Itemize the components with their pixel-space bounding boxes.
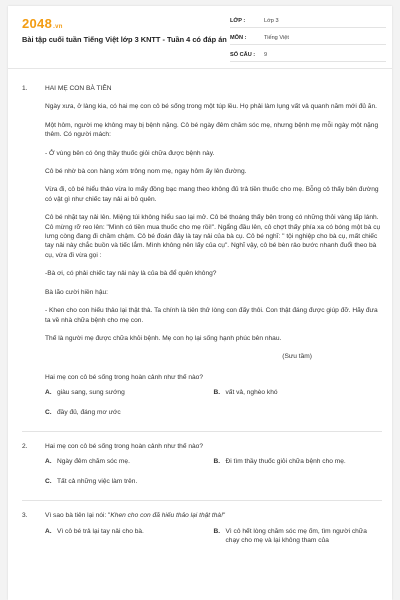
meta-value: Lớp 3	[264, 17, 279, 24]
meta-value: 9	[264, 51, 268, 58]
meta-row-question-count	[230, 48, 386, 62]
question-divider	[22, 431, 382, 432]
story-source: (Sưu tầm)	[282, 353, 312, 361]
question-2	[22, 442, 382, 496]
story-paragraph: Vừa đi, cô bé hiểu thảo vừa lo mấy đồng bạc mang theo không đủ trả tiền thuốc cho mẹ. Bỗng cô thấy bên đường có vật gì như chiếc tay nải ai bỏ quên.	[45, 186, 379, 203]
question-text: Hai mẹ con cô bé sống trong hoàn cảnh như thế nào?	[45, 442, 204, 450]
option-text: Vì cô bé trả lại tay nải cho bà.	[57, 527, 144, 535]
story-paragraph: - Khen cho con hiếu thảo lại thật thà. Ta chính là tiên thử lòng con đấy thôi. Con thật đáng được giúp đỡ. Hãy đưa ta về nhà chữa bệnh cho mẹ con.	[45, 307, 378, 324]
option-letter: C.	[45, 408, 52, 416]
answer-option-b[interactable]	[214, 457, 383, 466]
answer-options	[45, 527, 382, 556]
question-body	[45, 511, 382, 555]
option-letter: A.	[45, 389, 52, 397]
story-paragraph: Cô bé nhờ bà con hàng xóm trông nom mẹ, ngay hôm ấy lên đường.	[45, 168, 247, 176]
question-number: 3.	[22, 512, 28, 520]
story-title: HAI MẸ CON BÀ TIÊN	[45, 85, 112, 92]
document-title: Bài tập cuối tuần Tiếng Việt lớp 3 KNTT - Tuần 4 có đáp án	[22, 35, 227, 44]
question-divider	[22, 500, 382, 501]
answer-option-a[interactable]	[45, 527, 214, 546]
option-text: Ngày đêm chăm sóc mẹ.	[57, 458, 130, 466]
option-text: đầy đủ, đáng mơ ước	[57, 408, 121, 416]
question-1	[22, 84, 382, 427]
meta-row-subject	[230, 31, 386, 45]
option-letter: C.	[45, 477, 52, 485]
meta-label: MÔN :	[230, 34, 247, 41]
document-meta	[230, 14, 386, 62]
logo-main-text: 2048	[22, 16, 53, 31]
answer-option-b[interactable]	[214, 527, 383, 546]
logo-sub-text: .vn	[53, 24, 63, 30]
site-logo[interactable]	[22, 16, 63, 31]
story-paragraph: - Ở vùng bên có ông thầy thuốc giỏi chữa được bệnh này.	[45, 149, 215, 157]
option-letter: B.	[213, 458, 221, 466]
question-text	[45, 511, 382, 520]
option-text: Tất cả những việc làm trên.	[57, 477, 138, 485]
answer-option-b[interactable]	[214, 388, 383, 397]
question-body	[45, 84, 382, 427]
answer-option-c[interactable]	[45, 408, 214, 417]
story-paragraph: Một hôm, người mẹ không may bị bệnh nặng. Cô bé ngày đêm chăm sóc mẹ, nhưng bệnh mẹ mỗi ngày một nặng thêm. Có người mách:	[45, 121, 379, 139]
answer-options	[45, 457, 382, 496]
question-number: 2.	[22, 442, 28, 450]
answer-options	[45, 388, 382, 427]
document-header	[8, 6, 392, 69]
question-3	[22, 511, 382, 555]
option-letter: A.	[45, 527, 52, 535]
answer-option-a[interactable]	[45, 457, 214, 466]
meta-value: Tiếng Việt	[264, 34, 289, 41]
document-content	[22, 84, 382, 559]
story-paragraph: Ngày xưa, ở làng kia, có hai mẹ con cô bé sống trong một túp lều. Họ phải làm lụng vất vả quanh năm mới đủ ăn.	[45, 103, 377, 111]
question-text: Hai mẹ con cô bé sống trong hoàn cảnh như thế nào?	[45, 373, 204, 381]
story-paragraph: Thế là người mẹ được chữa khỏi bệnh. Mẹ con họ lại sống hạnh phúc bên nhau.	[45, 334, 282, 342]
question-tail: "	[222, 512, 226, 520]
option-letter: B.	[213, 389, 221, 397]
story-paragraph: -Bà ơi, có phải chiếc tay nải này là của bà để quên không?	[45, 270, 217, 278]
question-number: 1.	[22, 85, 28, 92]
meta-label: LỚP :	[230, 17, 246, 24]
story-paragraph: Bà lão cười hiền hậu:	[45, 288, 108, 296]
story-paragraph: Cô bé nhặt tay nải lên. Miệng túi không hiểu sao lại mở. Cô bé thoáng thấy bên trong có những thỏi vàng lấp lánh. Cô mừng rỡ reo lên: "Mình có tiền mua thuốc cho mẹ rồi!". Ngẩng đầu lên, cô chợt thấy phía xa có bóng một bà cụ lưng còng đang đi chầm chậm. Cô bé đoán đây là tay nải của bà cụ. Cô bé nghĩ: " tội nghiệp cho bà cụ, mất chiếc tay nải này chắc buồn và tiếc lắm. Mình không nên lấy của cụ". Nghĩ vậy, cô bé bèn rảo bước nhanh đuổi theo bà cụ, vừa đi vừa gọi :	[45, 214, 381, 259]
question-lead: Vì sao bà tiên lại nói: "	[45, 512, 111, 520]
answer-option-a[interactable]	[45, 388, 214, 397]
question-body	[45, 442, 382, 496]
meta-row-grade	[230, 14, 386, 28]
option-text: vất vả, nghèo khó	[225, 389, 278, 397]
option-letter: A.	[45, 458, 52, 466]
option-text: giàu sang, sung sướng	[57, 389, 125, 397]
answer-option-c[interactable]	[45, 477, 382, 486]
meta-label: SỐ CÂU :	[230, 51, 256, 58]
option-letter: B.	[213, 527, 221, 535]
option-text: Vì cô hết lòng chăm sóc mẹ ốm, tìm người chữa chạy cho mẹ và lại không tham của	[225, 527, 367, 544]
document-page	[8, 6, 392, 600]
option-text: Đi tìm thầy thuốc giỏi chữa bệnh cho mẹ.	[225, 458, 346, 466]
question-quote: Khen cho con đã hiếu thảo lại thật thà!	[110, 512, 223, 520]
